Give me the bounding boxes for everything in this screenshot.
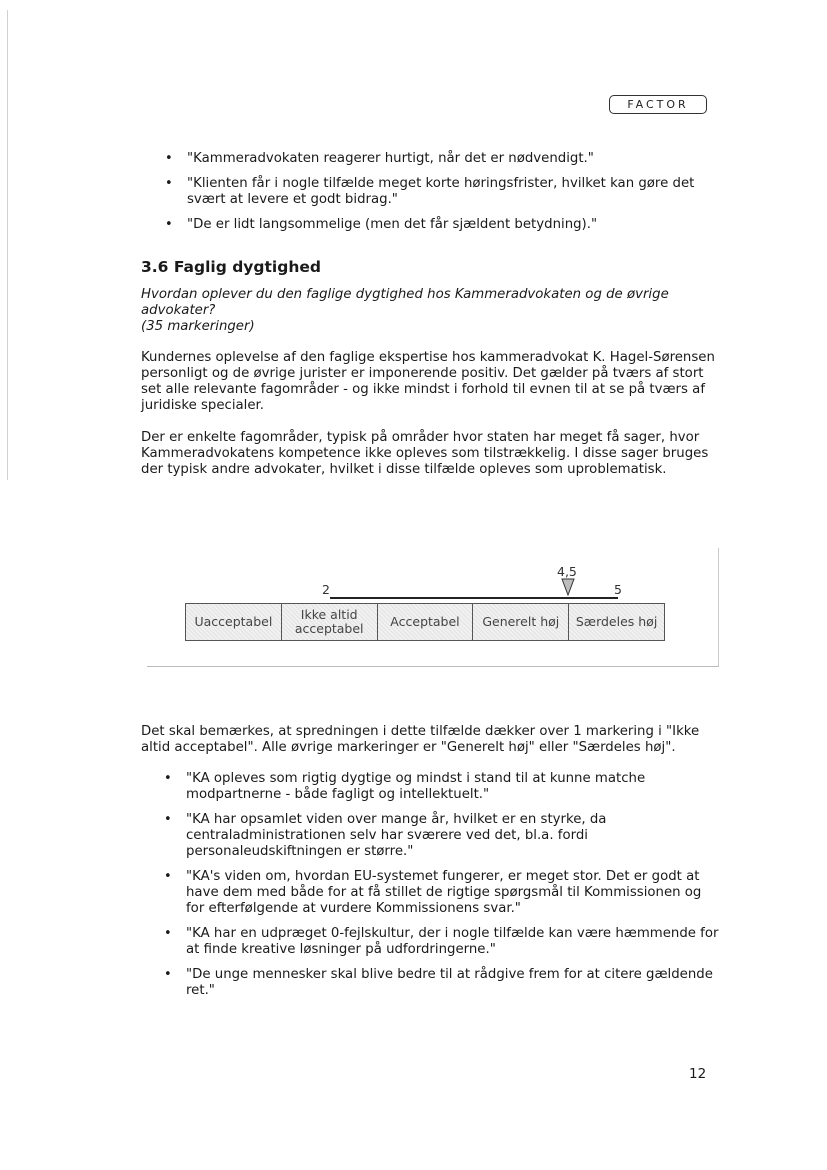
bottom-bullet-list <box>164 771 719 1008</box>
list-item: • "Kammeradvokaten reagerer hurtigt, når det er nødvendigt." <box>187 151 720 167</box>
section-heading: 3.6 Faglig dygtighed <box>141 258 321 276</box>
range-min-label: 2 <box>322 582 330 597</box>
figure-border <box>718 548 719 667</box>
scale-cell: Særdeles høj <box>569 604 664 640</box>
figure-border <box>147 666 719 667</box>
list-item: • "KA har opsamlet viden over mange år, hvilket er en styrke, da centraladministrationen selv har sværere ved det, bl.a. fordi personaleudskiftningen er større." <box>186 812 719 860</box>
scale-cell: Acceptabel <box>378 604 474 640</box>
list-item: • "KA har en udpræget 0-fejlskultur, der i nogle tilfælde kan være hæmmende for at finde kreative løsninger på udfordringerne." <box>186 926 719 958</box>
page-number: 12 <box>689 1066 707 1082</box>
range-max-label: 5 <box>614 582 622 597</box>
factor-logo: FACTOR <box>609 95 707 114</box>
markings-count: (35 markeringer) <box>141 319 255 334</box>
top-bullet-list <box>165 151 720 242</box>
paragraph: Kundernes oplevelse af den faglige ekspertise hos kammeradvokat K. Hagel-Sørensen personligt og de øvrige jurister er imponerende positiv. Det gælder på tværs af stort set alle relevante fagområder - og ikke mindst i forhold til evnen til at se på tværs af juridiske specialer. <box>141 350 715 413</box>
list-item: • "De unge mennesker skal blive bedre til at rådgive frem for at citere gældende ret." <box>186 967 719 999</box>
average-label: 4,5 <box>557 564 577 579</box>
range-line <box>330 597 618 599</box>
list-item: • "De er lidt langsommelige (men det får sjældent betydning)." <box>187 217 720 233</box>
survey-question <box>141 287 701 335</box>
scale-cell: Generelt høj <box>473 604 569 640</box>
list-item: • "Klienten får i nogle tilfælde meget korte høringsfrister, hvilket kan gøre det svært at levere et godt bidrag." <box>187 176 720 208</box>
paragraph: Der er enkelte fagområder, typisk på områder hvor staten har meget få sager, hvor Kammeradvokatens kompetence ikke opleves som tilstrækkelig. I disse sager bruges der typisk andre advokater, hvilket i disse tilfælde opleves som uproblematisk. <box>141 430 709 477</box>
scale-cell: Ikke altid acceptabel <box>282 604 378 640</box>
scan-margin-line <box>7 10 8 480</box>
list-item: • "KA opleves som rigtig dygtige og mindst i stand til at kunne matche modpartnerne - både fagligt og intellektuelt." <box>186 771 719 803</box>
question-text: Hvordan oplever du den faglige dygtighed hos Kammeradvokaten og de øvrige advokater? <box>141 287 669 318</box>
scale-cell: Uacceptabel <box>186 604 282 640</box>
rating-scale <box>185 603 665 641</box>
average-marker-icon <box>561 578 575 596</box>
list-item: • "KA's viden om, hvordan EU-systemet fungerer, er meget stor. Det er godt at have dem med både for at få stillet de rigtige spørgsmål til Kommissionen og for efterfølgende at vurdere Kommissionens svar." <box>186 869 719 917</box>
paragraph: Det skal bemærkes, at spredningen i dette tilfælde dækker over 1 markering i "Ikke altid acceptabel". Alle øvrige markeringer er "Generelt høj" eller "Særdeles høj". <box>141 724 700 755</box>
